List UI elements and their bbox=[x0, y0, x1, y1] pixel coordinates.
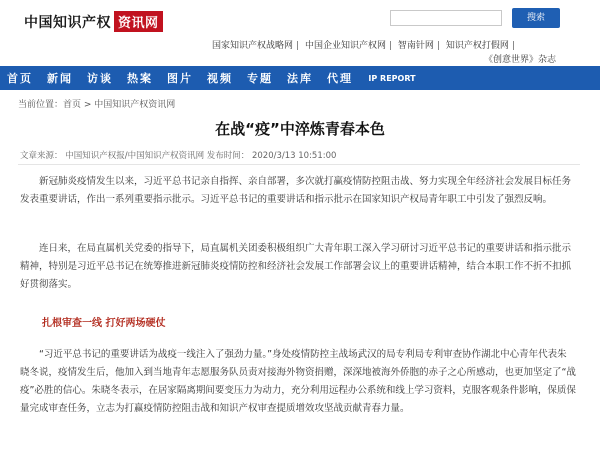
partner-link[interactable]: 中国企业知识产权网 bbox=[304, 41, 386, 51]
site-header bbox=[0, 0, 600, 66]
article-title: 在战“疫”中淬炼青春本色 bbox=[215, 120, 385, 138]
article-paragraph: “习近平总书记的重要讲话为战疫一线注入了强劲力量。”身处疫情防控主战场武汉的局专利局专利审查协作湖北中心青年代表朱晓冬说，疫情发生后，他加入到当地青年志愿服务队员责对接海外物资捐赠，深深地被海外侨胞的赤子之心所感动，也更加坚定了“战疫”必胜的信心。朱晓冬表示，在居家隔离期间要变压力为动力，充分利用远程办公系统和线上学习资料，克服客观条件影响，保质保量完成审查任务，立志为打赢疫情防控阻击战和知识产权审查提质增效攻坚战贡献青春力量。 bbox=[20, 349, 576, 414]
nav-item-topics[interactable]: 专题 bbox=[247, 72, 273, 85]
breadcrumb bbox=[18, 97, 175, 110]
nav-item-interviews[interactable]: 访谈 bbox=[87, 72, 113, 85]
partner-link[interactable]: 国家知识产权战略网 bbox=[212, 41, 294, 51]
partner-link-magazine[interactable]: 《创意世界》杂志 bbox=[484, 55, 557, 65]
search-input[interactable] bbox=[390, 10, 502, 26]
nav-item-home[interactable]: 首页 bbox=[7, 72, 33, 85]
logo-text: 中国知识产权 bbox=[24, 14, 111, 31]
breadcrumb-prefix: 当前位置： bbox=[18, 100, 64, 110]
article-paragraph: 新冠肺炎疫情发生以来，习近平总书记亲自指挥、亲自部署，多次就打赢疫情防控阻击战、努力实现全年经济社会发展目标任务发表重要讲话，作出一系列重要指示批示。习近平总书记的重要讲话和指示批示在国家知识产权局青年职工中引发了强烈反响。 bbox=[20, 176, 572, 205]
divider bbox=[18, 164, 580, 165]
nav-item-hot-cases[interactable]: 热案 bbox=[127, 72, 153, 85]
article-paragraph: 连日来，在局直属机关党委的指导下，局直属机关团委积极组织广大青年职工深入学习研讨习近平总书记的重要讲话和指示批示精神，特别是习近平总书记在统筹推进新冠肺炎疫情防控和经济社会发展工作部署会议上的重要讲话精神，结合本职工作不折不扣抓好贯彻落实。 bbox=[20, 243, 572, 290]
article-source: 文章来源： 中国知识产权报/中国知识产权资讯网 发布时间： 2020/3/13 10:51:00 bbox=[20, 151, 337, 161]
breadcrumb-home[interactable]: 首页 bbox=[63, 100, 82, 110]
main-nav bbox=[0, 66, 600, 90]
partner-link[interactable]: 知识产权打假网 bbox=[445, 41, 509, 51]
nav-item-agency[interactable]: 代理 bbox=[327, 72, 353, 85]
nav-item-ip-report[interactable]: IP REPORT bbox=[368, 73, 416, 83]
search-button[interactable]: 搜索 bbox=[512, 8, 560, 28]
nav-item-news[interactable]: 新闻 bbox=[47, 72, 73, 85]
nav-item-law[interactable]: 法库 bbox=[287, 72, 313, 85]
breadcrumb-separator: > bbox=[81, 100, 95, 110]
breadcrumb-current[interactable]: 中国知识产权资讯网 bbox=[94, 100, 176, 110]
nav-item-pictures[interactable]: 图片 bbox=[167, 72, 193, 85]
article-subheading: 扎根审查一线 打好两场硬仗 bbox=[42, 318, 166, 329]
site-logo[interactable] bbox=[24, 11, 163, 32]
logo-badge: 资讯网 bbox=[114, 11, 163, 32]
partner-links: 国家知识产权战略网 | 中国企业知识产权网 | 智南针网 | 知识产权打假网 | bbox=[212, 41, 515, 51]
partner-link[interactable]: 智南针网 bbox=[397, 41, 434, 51]
nav-item-videos[interactable]: 视频 bbox=[207, 72, 233, 85]
